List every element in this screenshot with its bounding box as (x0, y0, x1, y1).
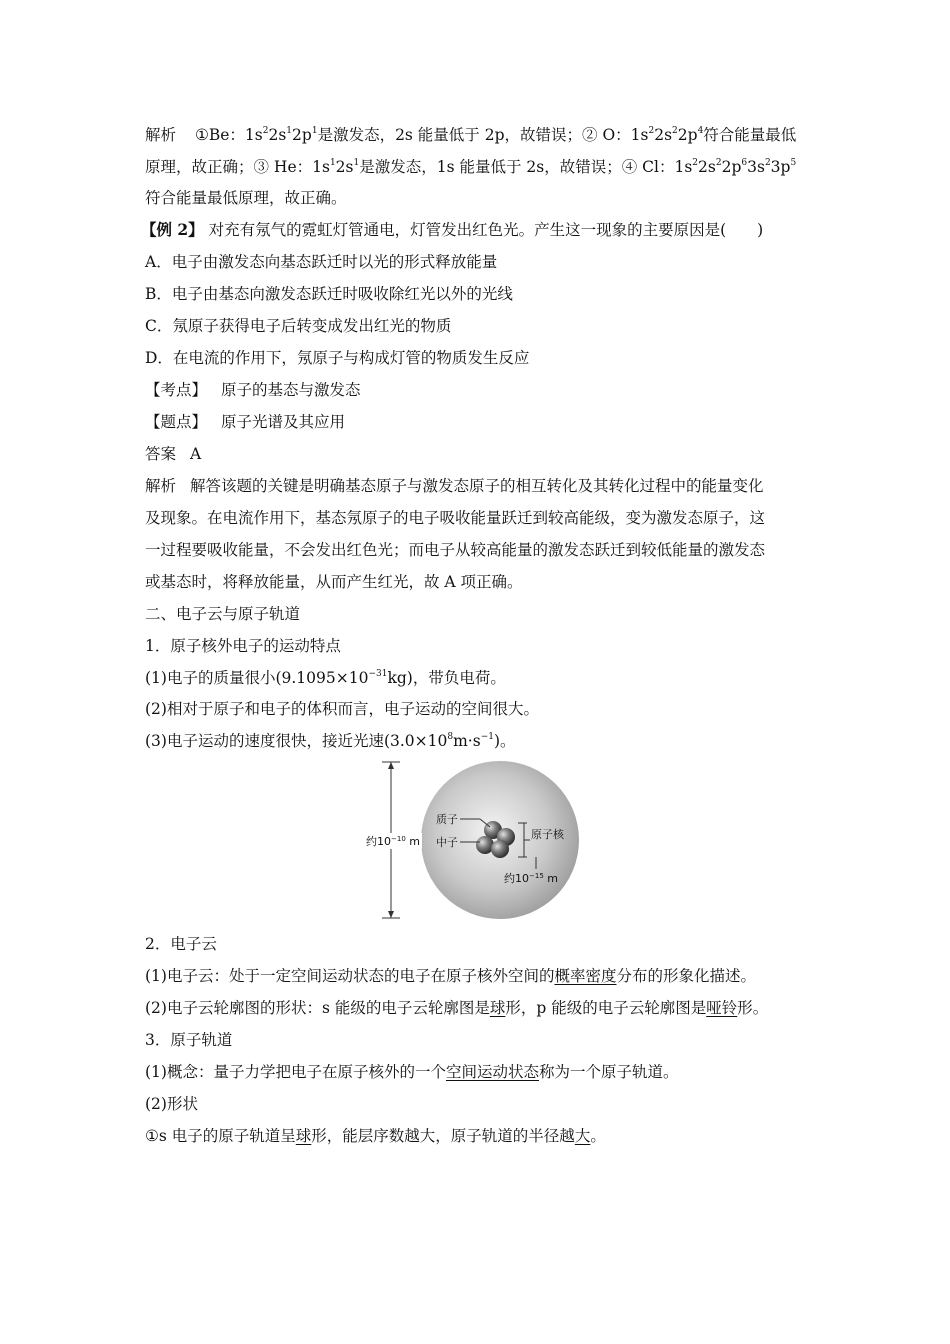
example-analysis-line-1: 解析 解答该题的关键是明确基态原子与激发态原子的相互转化及其转化过程中的能量变化 (145, 477, 764, 495)
point-2: (2)相对于原子和电子的体积而言，电子运动的空间很大。 (145, 700, 539, 718)
analysis-line-3: 符合能量最低原理，故正确。 (145, 189, 347, 207)
item-2: 2．电子云 (145, 935, 217, 953)
cloud-shape: (2)电子云轮廓图的形状：s 能级的电子云轮廓图是球形，p 能级的电子云轮廓图是哑铃形。 (145, 999, 769, 1017)
example-tag: 【例 2】 (141, 220, 204, 239)
point-3: (3)电子运动的速度很快，接近光速$(3.0\times 10^8m\cdot s^{-1})$。 (145, 732, 516, 750)
nucleus-size-label: 约$10^{-15}$ m (504, 872, 558, 885)
point-1: (1)电子的质量很小$(9.1095\times 10^{-31}kg)$，带负电荷。 (145, 669, 506, 687)
analysis-line-1: 解析 ①Be：$1s^22s^12p^1$是激发态，2s 能量低于 2p，故错误；② O：$1s^22s^22p^4$符合能量最低 (145, 126, 797, 144)
proton-label: 质子 (436, 813, 458, 826)
option-a: A．电子由激发态向基态跃迁时以光的形式释放能量 (145, 253, 498, 271)
answer: 答案 A (145, 445, 202, 463)
analysis-label: 解析 (145, 126, 177, 144)
nucleus-label: 原子核 (531, 828, 564, 841)
analysis-line-2: 原理，故正确；③ He：$1s^12s^1$是激发态，1s 能量低于 2s，故错误；④ Cl：$1s^22s^22p^63s^23p^5$ (145, 158, 797, 176)
example-analysis-line-3: 一过程要吸收能量，不会发出红色光；而电子从较高能量的激发态跃迁到较低能量的激发态 (145, 541, 766, 559)
option-b: B．电子由基态向激发态跃迁时吸收除红光以外的光线 (145, 285, 513, 303)
item-3: 3．原子轨道 (145, 1031, 233, 1049)
cloud-def: (1)电子云：处于一定空间运动状态的电子在原子核外空间的概率密度分布的形象化描述。 (145, 967, 756, 985)
neutron-label: 中子 (436, 836, 458, 849)
kaodian: 【考点】 原子的基态与激发态 (145, 381, 361, 399)
atom-structure-figure (360, 757, 590, 922)
tidian: 【题点】 原子光谱及其应用 (145, 413, 346, 431)
option-d: D．在电流的作用下，氖原子与构成灯管的物质发生反应 (145, 349, 530, 367)
example-analysis-line-4: 或基态时，将释放能量，从而产生红光，故 A 项正确。 (145, 573, 523, 591)
example-stem: 【例 2】 对充有氖气的霓虹灯管通电，灯管发出红色光。产生这一现象的主要原因是( ) (141, 220, 764, 239)
orbital-shape-heading: (2)形状 (145, 1095, 198, 1113)
orbital-def: (1)概念：量子力学把电子在原子核外的一个空间运动状态称为一个原子轨道。 (145, 1063, 679, 1081)
atom-size-label: 约$10^{-10}$ m (366, 835, 420, 848)
section-heading: 二、电子云与原子轨道 (145, 605, 301, 623)
nucleon-ball (491, 840, 509, 858)
example-analysis-line-2: 及现象。在电流作用下，基态氖原子的电子吸收能量跃迁到较高能级，变为激发态原子，这 (145, 509, 766, 527)
orbital-s-shape: ①s 电子的原子轨道呈球形，能层序数越大，原子轨道的半径越大。 (145, 1127, 606, 1145)
item-1: 1．原子核外电子的运动特点 (145, 637, 341, 655)
option-c: C．氖原子获得电子后转变成发出红光的物质 (145, 317, 452, 335)
